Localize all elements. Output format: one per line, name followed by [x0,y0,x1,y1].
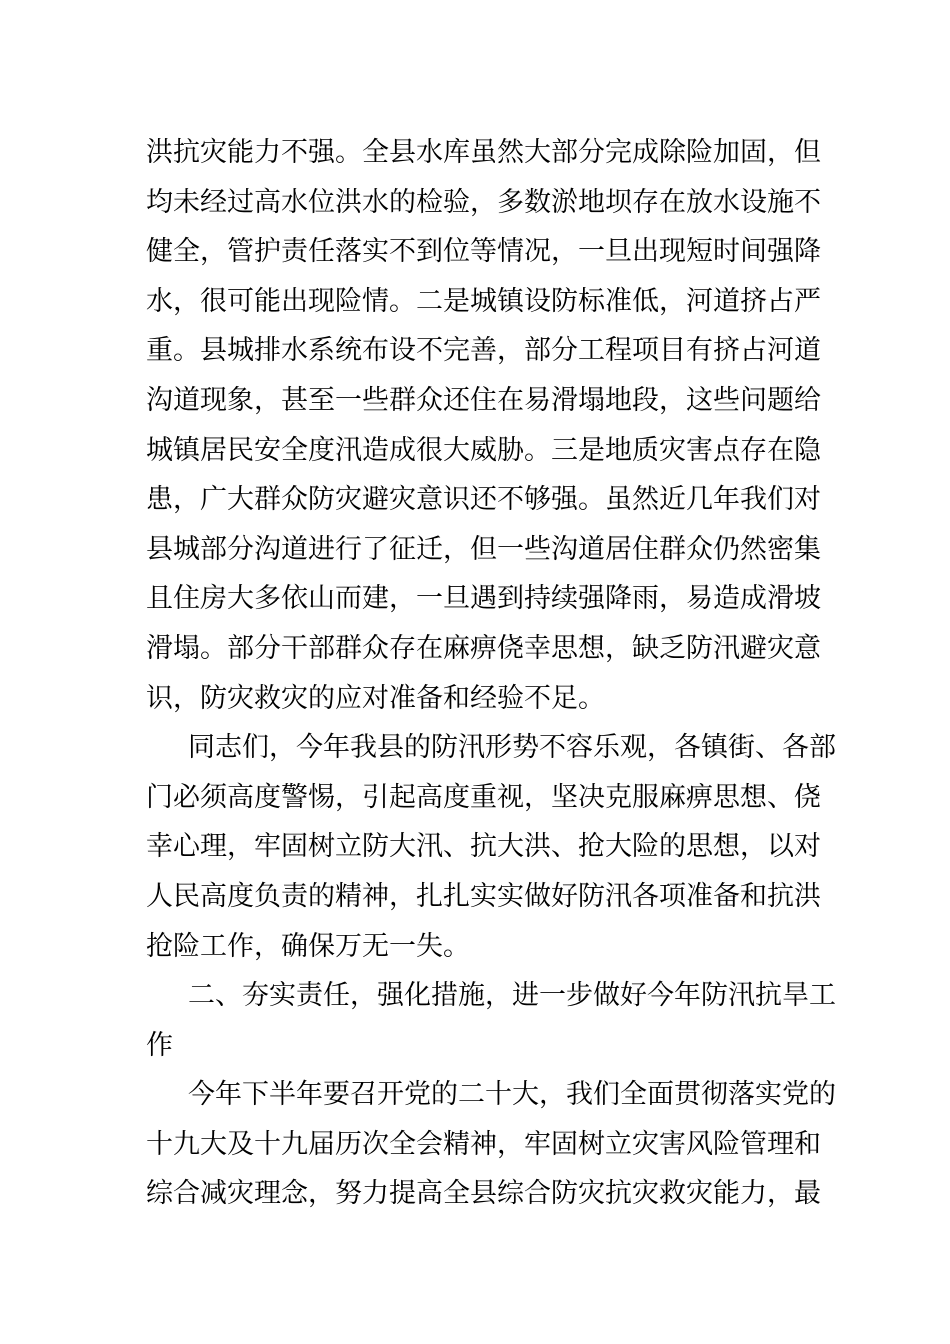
text-line: 且住房大多依山而建，一旦遇到持续强降雨，易造成滑坡 [146,583,821,615]
text-line: 健全，管护责任落实不到位等情况，一旦出现短时间强降 [146,236,821,268]
text-line: 识，防灾救灾的应对准备和经验不足。 [146,682,605,714]
text-line: 水，很可能出现险情。二是城镇设防标准低，河道挤占严 [146,285,821,317]
text-line: 患，广大群众防灾避灾意识还不够强。虽然近几年我们对 [146,484,821,516]
text-line: 重。县城排水系统布设不完善，部分工程项目有挤占河道 [146,335,821,367]
text-line: 综合减灾理念，努力提高全县综合防灾抗灾救灾能力，最 [146,1178,821,1210]
text-line: 滑塌。部分干部群众存在麻痹侥幸思想，缺乏防汛避灾意 [146,632,821,664]
text-line: 门必须高度警惕，引起高度重视，坚决克服麻痹思想、侥 [146,781,821,813]
text-line: 洪抗灾能力不强。全县水库虽然大部分完成除险加固，但 [146,137,821,168]
text-line: 幸心理，牢固树立防大汛、抗大洪、抢大险的思想，以对 [146,831,821,863]
text-line: 均未经过高水位洪水的检验，多数淤地坝存在放水设施不 [146,186,821,218]
text-line: 今年下半年要召开党的二十大，我们全面贯彻落实党的 [188,1079,836,1111]
body-text [146,128,836,1219]
text-line: 抢险工作，确保万无一失。 [146,930,470,962]
text-line: 十九大及十九届历次全会精神，牢固树立灾害风险管理和 [146,1128,821,1160]
text-line: 沟道现象，甚至一些群众还住在易滑塌地段，这些问题给 [146,384,821,416]
section-heading: 二、夯实责任，强化措施，进一步做好今年防汛抗旱工 [188,980,836,1012]
text-line: 同志们，今年我县的防汛形势不容乐观，各镇街、各部 [188,732,836,764]
section-heading: 作 [146,1029,173,1061]
text-line: 城镇居民安全度汛造成很大威胁。三是地质灾害点存在隐 [146,434,821,466]
text-line: 县城部分沟道进行了征迁，但一些沟道居住群众仍然密集 [146,533,821,565]
text-line: 人民高度负责的精神，扎扎实实做好防汛各项准备和抗洪 [146,880,821,912]
